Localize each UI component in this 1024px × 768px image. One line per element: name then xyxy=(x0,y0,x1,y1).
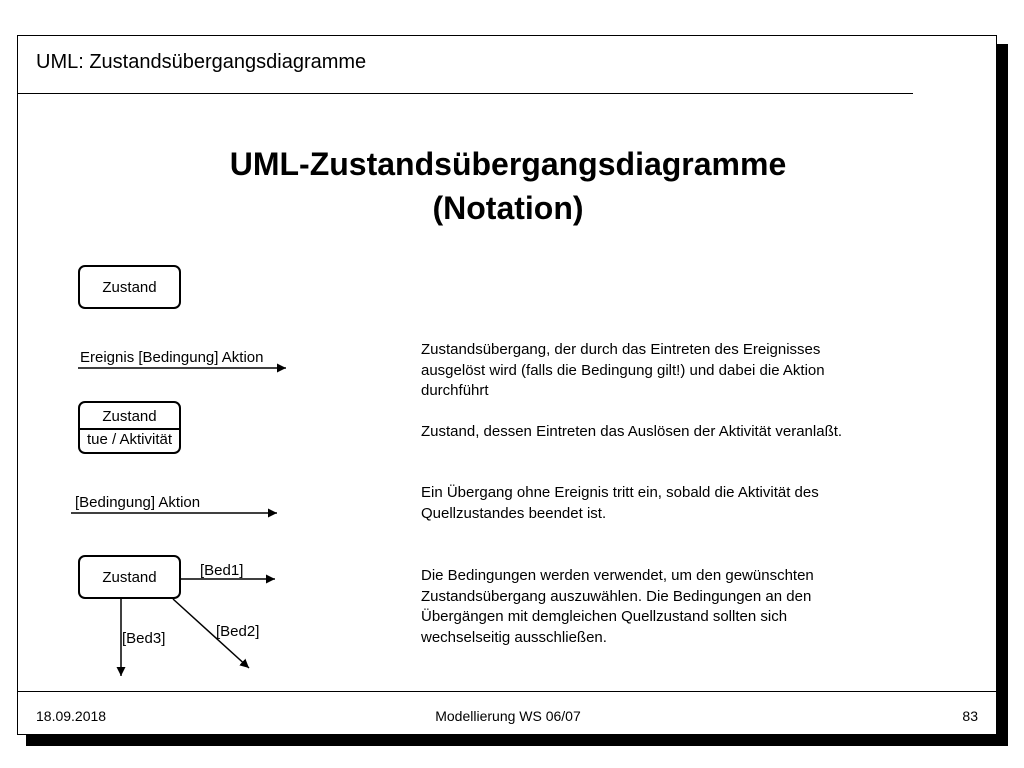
footer-page-number: 83 xyxy=(962,708,978,724)
bed3-label: [Bed3] xyxy=(122,630,166,647)
guarded-state-box xyxy=(78,555,181,599)
transition-description: Zustandsübergang, der durch das Eintreten des Ereignisses ausgelöst wird (falls die Bedingung gilt!) und dabei die Aktion durchführt xyxy=(421,341,825,399)
activity-state-description: Zustand, dessen Eintreten das Auslösen der Aktivität veranlaßt. xyxy=(421,423,843,440)
completion-transition-description: Ein Übergang ohne Ereignis tritt ein, sobald die Aktivität des Quellzustandes beendet ist. xyxy=(421,484,819,522)
conditions-description: Die Bedingungen werden verwendet, um den gewünschten Zustandsübergang auszuwählen. Die Bedingungen an den Übergängen mit demgleichen Quellzustand sollten sich wechselseitig ausschließen. xyxy=(421,567,814,646)
state-label: Zustand xyxy=(102,279,157,296)
bed2-label: [Bed2] xyxy=(216,623,260,640)
header-title: UML: Zustandsübergangsdiagramme xyxy=(36,51,367,73)
state-label: Zustand xyxy=(102,569,157,586)
slide xyxy=(17,35,997,735)
activity-state-divider xyxy=(80,428,179,430)
main-title-line2: (Notation) xyxy=(432,190,584,226)
bed1-label: [Bed1] xyxy=(200,562,244,579)
state-box xyxy=(78,265,181,309)
main-title-line1: UML-Zustandsübergangsdiagramme xyxy=(229,146,787,182)
activity-state-box xyxy=(78,401,181,454)
activity-state-activity: tue / Aktivität xyxy=(86,431,173,448)
completion-transition-label: [Bedingung] Aktion xyxy=(75,494,201,511)
footer-divider xyxy=(18,691,998,692)
footer-date: 18.09.2018 xyxy=(36,708,107,724)
transition-label: Ereignis [Bedingung] Aktion xyxy=(80,349,264,366)
footer-course: Modellierung WS 06/07 xyxy=(435,708,581,724)
activity-state-name: Zustand xyxy=(102,408,157,425)
